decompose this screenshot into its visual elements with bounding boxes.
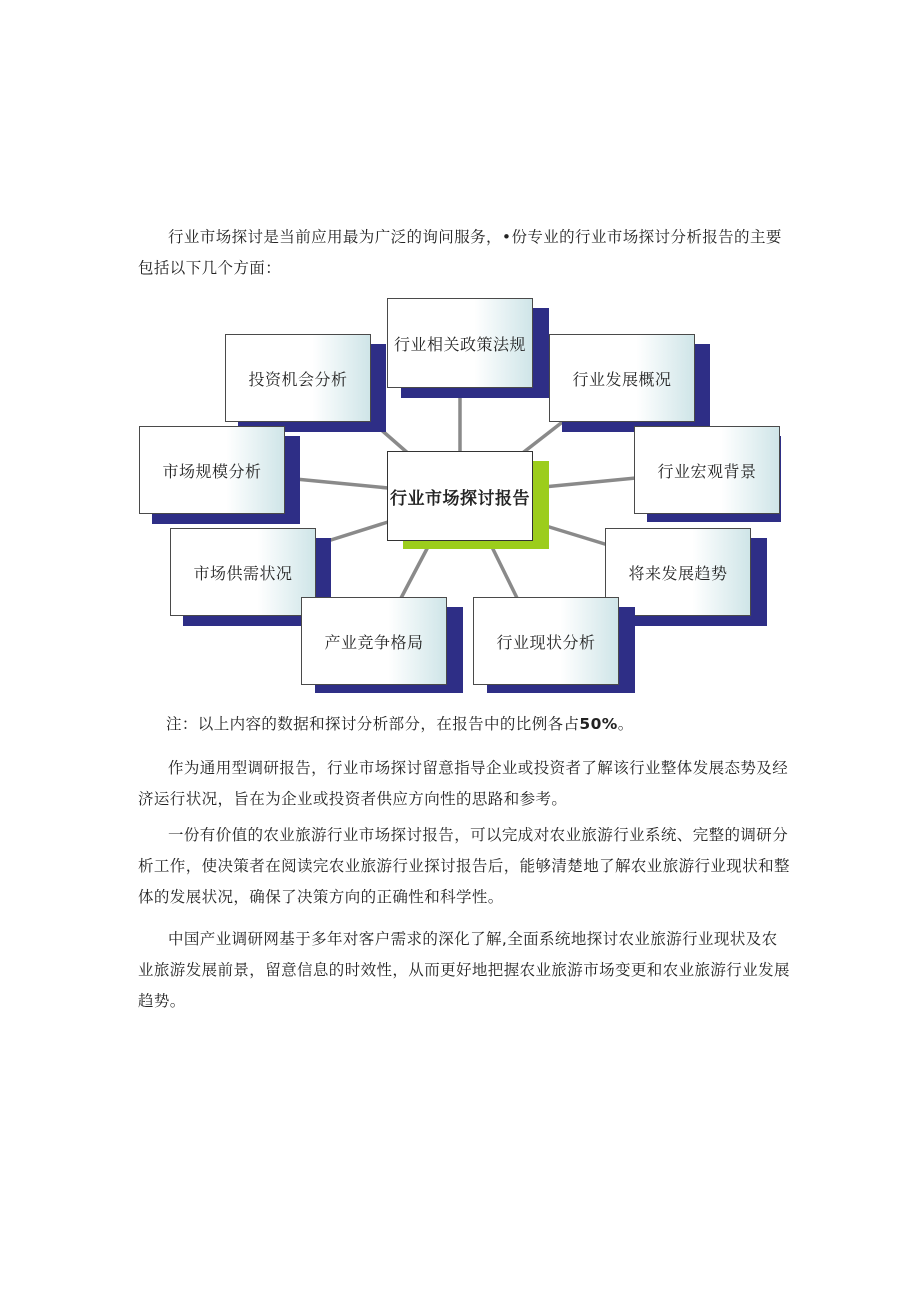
body-paragraph-3: 中国产业调研网基于多年对客户需求的深化了解,全面系统地探讨农业旅游行业现状及农业旅游发展前景，留意信息的时效性，从而更好地把握农业旅游市场变更和农业旅游行业发展趋势。	[138, 930, 790, 1010]
note-line	[166, 709, 790, 740]
note-value: 50%	[579, 715, 618, 733]
note-prefix: 注：以上内容的数据和探讨分析部分，在报告中的比例各占	[166, 715, 580, 733]
investment-box: 投资机会分析	[225, 334, 371, 422]
policy-box: 行业相关政策法规	[387, 298, 533, 388]
connector-competition	[400, 543, 430, 600]
competition-box: 产业竞争格局	[301, 597, 447, 685]
body-paragraph-2: 一份有价值的农业旅游行业市场探讨报告，可以完成对农业旅游行业系统、完整的调研分析工作，使决策者在阅读完农业旅游行业探讨报告后，能够清楚地了解农业旅游行业现状和整体的发展状况，确保了决策方向的正确性和科学性。	[138, 826, 790, 906]
body-paragraph-1: 作为通用型调研报告，行业市场探讨留意指导企业或投资者了解该行业整体发展态势及经济运行状况，旨在为企业或投资者供应方向性的思路和参考。	[138, 759, 789, 808]
development-box: 行业发展概况	[549, 334, 695, 422]
note-suffix: 。	[617, 715, 634, 733]
connector-current-status	[490, 543, 518, 600]
macro-box: 行业宏观背景	[634, 426, 780, 514]
center-box: 行业市场探讨报告	[387, 451, 533, 541]
connector-development	[520, 420, 565, 455]
supply-demand-box: 市场供需状况	[170, 528, 316, 616]
current-status-box: 行业现状分析	[473, 597, 619, 685]
market-size-box: 市场规模分析	[139, 426, 285, 514]
intro-paragraph: 行业市场探讨是当前应用最为广泛的询问服务，•份专业的行业市场探讨分析报告的主要包括以下几个方面：	[138, 228, 782, 277]
future-trend-box: 将来发展趋势	[605, 528, 751, 616]
connector-market-size	[285, 478, 388, 488]
